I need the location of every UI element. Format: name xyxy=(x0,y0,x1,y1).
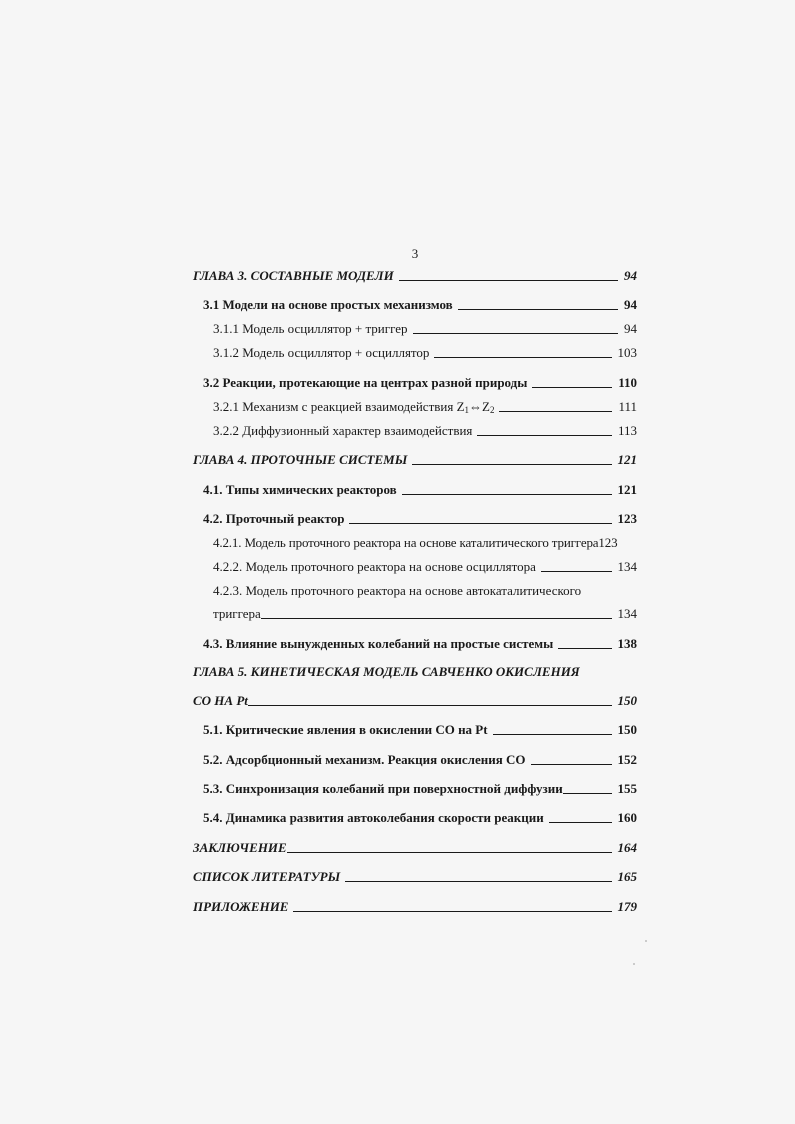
toc-entry-title: триггера xyxy=(213,606,261,621)
toc-entry-page: 150 xyxy=(617,722,637,737)
toc-entry-title: ПРИЛОЖЕНИЕ xyxy=(193,899,289,914)
leader-line xyxy=(413,333,618,334)
toc-entry-page: 152 xyxy=(617,752,637,767)
toc-entry-title: 4.2.1. Модель проточного реактора на основе каталитического триггера xyxy=(213,535,599,550)
toc-entry-page: 179 xyxy=(617,899,637,914)
toc-entry-3-2-1[interactable] xyxy=(213,399,637,415)
toc-entry-title: СПИСОК ЛИТЕРАТУРЫ xyxy=(193,869,341,884)
toc-entry-3-1-1[interactable] xyxy=(213,321,637,337)
toc-entry-page: 164 xyxy=(617,840,637,855)
subscript-1: 1 xyxy=(464,405,470,415)
leader-line xyxy=(293,911,611,912)
toc-entry-title: 5.3. Синхронизация колебаний при поверхностной диффузии xyxy=(203,781,563,796)
toc-entry-page: 110 xyxy=(618,375,637,390)
title-mid: Z xyxy=(482,399,490,414)
toc-entry-chapter-5-line1: ГЛАВА 5. КИНЕТИЧЕСКАЯ МОДЕЛЬ САВЧЕНКО ОКИСЛЕНИЯ xyxy=(193,664,580,679)
leader-line xyxy=(531,764,612,765)
toc-entry-4-1[interactable] xyxy=(203,482,637,498)
leader-line xyxy=(412,464,611,465)
toc-entry-chapter-5[interactable] xyxy=(193,693,637,709)
leader-line xyxy=(261,618,612,619)
toc-entry-title xyxy=(213,399,494,415)
toc-entry-page: 94 xyxy=(624,268,637,283)
toc-entry-5-2[interactable] xyxy=(203,752,637,768)
leader-line xyxy=(399,280,618,281)
leader-line xyxy=(434,357,611,358)
scan-speck xyxy=(645,940,647,942)
toc-entry-page: 134 xyxy=(617,559,637,574)
toc-entry-page: 94 xyxy=(624,321,637,336)
equivalence-arrow-icon: ⇔ xyxy=(469,399,483,414)
toc-entry-chapter-4[interactable] xyxy=(193,452,637,468)
toc-entry-title: 5.4. Динамика развития автоколебания скорости реакции xyxy=(203,810,544,825)
toc-entry-chapter-3[interactable] xyxy=(193,268,637,284)
leader-line xyxy=(287,852,612,853)
toc-entry-conclusion[interactable] xyxy=(193,840,637,856)
leader-line xyxy=(458,309,618,310)
toc-entry-page: 121 xyxy=(617,452,637,467)
toc-entry-title: 4.3. Влияние вынужденных колебаний на простые системы xyxy=(203,636,554,651)
toc-entry-page: 123 xyxy=(617,511,637,526)
toc-entry-5-1[interactable] xyxy=(203,722,637,738)
toc-entry-page: 121 xyxy=(617,482,637,497)
toc-entry-title: 4.1. Типы химических реакторов xyxy=(203,482,397,497)
leader-line xyxy=(402,494,612,495)
leader-line xyxy=(532,387,612,388)
toc-entry-5-3[interactable] xyxy=(203,781,637,797)
toc-entry-references[interactable] xyxy=(193,869,637,885)
page-number: 3 xyxy=(411,246,419,261)
toc-entry-page: 138 xyxy=(617,636,637,651)
leader-line xyxy=(563,793,612,794)
toc-entry-3-2-2[interactable] xyxy=(213,423,637,439)
toc-entry-4-2[interactable] xyxy=(203,511,637,527)
toc-entry-4-3[interactable] xyxy=(203,636,637,652)
toc-entry-title: 4.2. Проточный реактор xyxy=(203,511,345,526)
toc-entry-page: 103 xyxy=(617,345,637,360)
toc-entry-3-1[interactable] xyxy=(203,297,637,313)
leader-line xyxy=(499,411,612,412)
toc-entry-page: 94 xyxy=(624,297,637,312)
toc-entry-page: 111 xyxy=(618,399,637,414)
leader-line xyxy=(477,435,612,436)
leader-line xyxy=(541,571,612,572)
toc-entry-appendix[interactable] xyxy=(193,899,637,915)
toc-entry-title: ГЛАВА 4. ПРОТОЧНЫЕ СИСТЕМЫ xyxy=(193,452,408,467)
toc-entry-title: 5.1. Критические явления в окислении СО на Pt xyxy=(203,722,488,737)
toc-entry-page: 123 xyxy=(598,535,618,550)
toc-entry-page: 160 xyxy=(617,810,637,825)
toc-entry-title: 3.2 Реакции, протекающие на центрах разной природы xyxy=(203,375,528,390)
toc-entry-page: 155 xyxy=(617,781,637,796)
toc-entry-page: 150 xyxy=(617,693,637,708)
scan-speck xyxy=(633,963,635,965)
toc-entry-title: 4.2.2. Модель проточного реактора на основе осциллятора xyxy=(213,559,536,574)
subscript-2: 2 xyxy=(489,405,495,415)
toc-entry-title: 3.1.2 Модель осциллятор + осциллятор xyxy=(213,345,430,360)
leader-line xyxy=(349,523,611,524)
toc-entry-title: 3.1 Модели на основе простых механизмов xyxy=(203,297,453,312)
leader-line xyxy=(558,648,611,649)
toc-entry-page: 165 xyxy=(617,869,637,884)
toc-entry-4-2-3[interactable] xyxy=(213,606,637,622)
leader-line xyxy=(493,734,612,735)
toc-entry-4-2-2[interactable] xyxy=(213,559,637,575)
leader-line xyxy=(345,881,611,882)
toc-entry-title: СО НА Pt xyxy=(193,693,248,708)
toc-entry-4-2-1[interactable] xyxy=(213,535,641,551)
toc-entry-3-2[interactable] xyxy=(203,375,637,391)
leader-line xyxy=(549,822,612,823)
toc-entry-page: 113 xyxy=(617,423,637,438)
toc-entry-4-2-3-line1: 4.2.3. Модель проточного реактора на основе автокаталитического xyxy=(213,583,582,598)
toc-entry-title: 3.2.2 Диффузионный характер взаимодействия xyxy=(213,423,473,438)
toc-entry-title: 3.1.1 Модель осциллятор + триггер xyxy=(213,321,408,336)
toc-entry-page: 134 xyxy=(617,606,637,621)
toc-entry-5-4[interactable] xyxy=(203,810,637,826)
title-prefix: 3.2.1 Механизм с реакцией взаимодействия Z xyxy=(213,399,465,414)
toc-entry-title: 5.2. Адсорбционный механизм. Реакция окисления СО xyxy=(203,752,526,767)
toc-entry-3-1-2[interactable] xyxy=(213,345,637,361)
toc-entry-title: ЗАКЛЮЧЕНИЕ xyxy=(193,840,287,855)
toc-entry-title: ГЛАВА 3. СОСТАВНЫЕ МОДЕЛИ xyxy=(193,268,394,283)
leader-line xyxy=(248,705,612,706)
